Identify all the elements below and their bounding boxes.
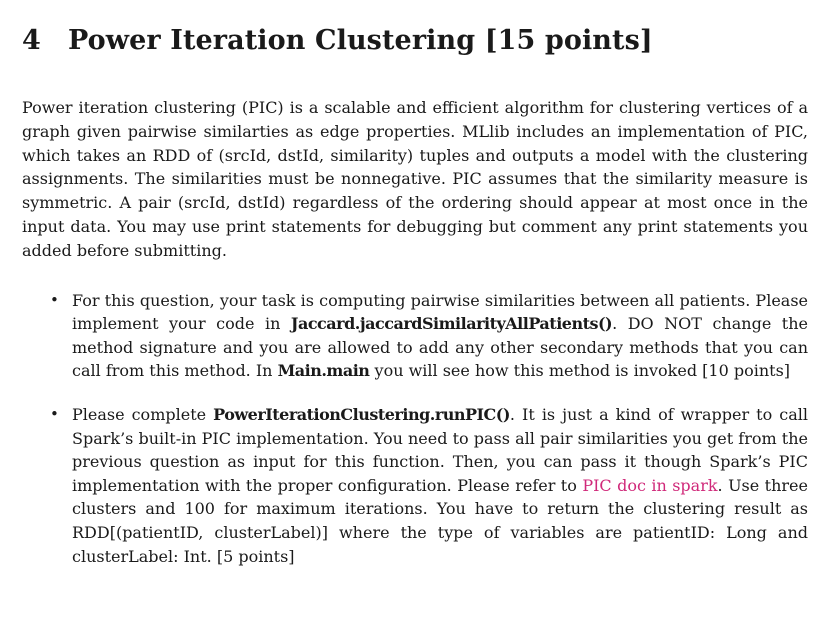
task-text: . It is just a kind of wrapper to call Spark’s built-in PIC implementation. You need to pass all pair similarities you get from the previous question as input for this function. Then, you can pass it though Spark’s PIC implementation with the proper configuration. Please refer to	[72, 404, 809, 495]
task-text: Please complete	[72, 404, 214, 424]
task-text: . DO NOT change the method signature and you are allowed to add any other secondary methods that you can call from this method. In	[72, 314, 808, 381]
bullet-icon: •	[50, 404, 59, 423]
pic-doc-link[interactable]: PIC doc in spark	[582, 475, 718, 495]
bullet-icon: •	[50, 290, 59, 309]
method-name-main: Main.main	[277, 361, 370, 381]
section-title: Power Iteration Clustering [15 points]	[68, 25, 653, 56]
task-text: For this question, your task is computing pairwise similarities between all patients. Please implement your code in	[72, 290, 808, 334]
intro-paragraph: Power iteration clustering (PIC) is a scalable and efficient algorithm for clustering vertices of a graph given pairwise similarties as edge properties. MLlib includes an implementation of PIC, which takes an RDD of (srcId, dstId, similarity) tuples and outputs a model with the clustering assignments. The similarities must be nonnegative. PIC assumes that the similarity measure is symmetric. A pair (srcId, dstId) regardless of the ordering should appear at most once in the input data. You may use print statements for debugging but comment any print statements you added before submitting.	[22, 98, 808, 260]
section-heading	[22, 20, 808, 62]
task-item-jaccard	[22, 289, 808, 383]
task-text: you will see how this method is invoked [10 points]	[369, 361, 791, 381]
task-item-pic	[22, 403, 808, 568]
document-page	[22, 20, 808, 568]
method-name-jaccard: Jaccard.jaccardSimilarityAllPatients()	[290, 314, 613, 334]
method-name-runpic: PowerIterationClustering.runPIC()	[213, 404, 510, 424]
task-text: . Use three clusters and 100 for maximum iterations. You have to return the clustering result as RDD[(patientID, clusterLabel)] where the type of variables are patientID: Long and clusterLabel: Int. [5 points]	[72, 475, 808, 566]
section-number: 4	[22, 25, 41, 56]
task-list	[22, 289, 808, 569]
